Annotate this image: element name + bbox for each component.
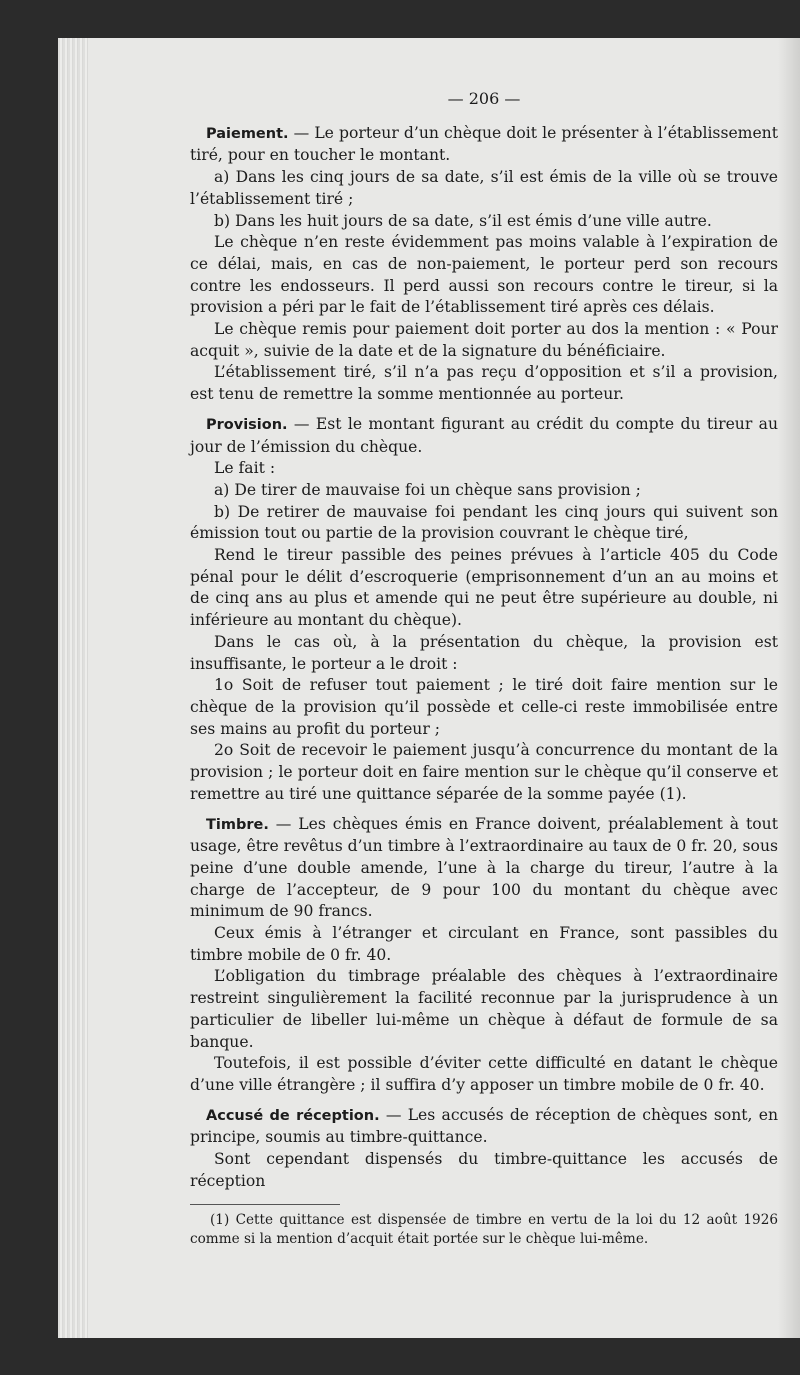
paragraph: Sont cependant dispensés du timbre-quittance les accusés de réception: [190, 1150, 778, 1190]
paragraph: a) De tirer de mauvaise foi un chèque sans provision ;: [214, 480, 641, 499]
section-lead: — Le porteur d’un chèque doit le présenter à l’établissement tiré, pour en toucher le montant.: [190, 123, 778, 165]
footnote: (1) Cette quittance est dispensée de timbre en vertu de la loi du 12 août 1926 comme si la mention d’acquit était portée sur le chèque lui-même.: [190, 1212, 778, 1248]
paragraph: Le fait :: [214, 459, 276, 478]
paragraph: b) Dans les huit jours de sa date, s’il est émis d’une ville autre.: [214, 211, 712, 230]
page-edge-stack: [58, 38, 88, 1338]
section-lead: — Les chèques émis en France doivent, préalablement à tout usage, être revêtus d’un timbre à l’extraordinaire au taux de 0 fr. 20, sous peine d’une double amende, l’une à la charge du tireur, l’autre à la charge de l’accepteur, de 9 pour 100 du montant du chèque avec minimum de 90 francs.: [190, 814, 778, 921]
paragraph: 2o Soit de recevoir le paiement jusqu’à concurrence du montant de la provision ; le porteur doit en faire mention sur le chèque qu’il conserve et remettre au tiré une quittance séparée de la somme payée (1).: [190, 741, 778, 803]
page-content: [190, 88, 778, 1249]
section-heading: Provision.: [206, 416, 288, 433]
paragraph: Toutefois, il est possible d’éviter cette difficulté en datant le chèque d’une ville étrangère ; il suffira d’y apposer un timbre mobile de 0 fr. 40.: [190, 1054, 778, 1094]
paragraph: L’établissement tiré, s’il n’a pas reçu d’opposition et s’il a provision, est tenu de remettre la somme mentionnée au porteur.: [190, 363, 778, 404]
paragraph: b) De retirer de mauvaise foi pendant les cinq jours qui suivent son émission tout ou partie de la provision couvrant le chèque tiré,: [190, 502, 778, 543]
paragraph: Rend le tireur passible des peines prévues à l’article 405 du Code pénal pour le délit d’escroquerie (emprisonnement d’un an au moins et de cinq ans au plus et amende qui ne peut être supérieure au double, ni inférieure au montant du chèque).: [190, 546, 778, 630]
footnote-rule: [190, 1204, 340, 1205]
paragraph: L’obligation du timbrage préalable des chèques à l’extraordinaire restreint singulièrement la facilité reconnue par la jurisprudence à un particulier de libeller lui-même un chèque à défaut de formule de sa banque.: [190, 967, 778, 1051]
section-lead: — Les accusés de réception de chèques sont, en principe, soumis au timbre-quittance.: [190, 1105, 778, 1147]
paragraph: a) Dans les cinq jours de sa date, s’il est émis de la ville où se trouve l’établissement tiré ;: [190, 168, 778, 208]
section-lead: — Est le montant figurant au crédit du compte du tireur au jour de l’émission du chèque.: [190, 414, 778, 456]
section-provision: [190, 414, 778, 458]
section-heading: Timbre.: [206, 816, 269, 833]
paragraph: 1o Soit de refuser tout paiement ; le tiré doit faire mention sur le chèque de la provision qu’il possède et celle-ci reste immobilisée entre ses mains au profit du porteur ;: [190, 676, 778, 738]
page-number: — 206 —: [447, 89, 521, 108]
paragraph: Dans le cas où, à la présentation du chèque, la provision est insuffisante, le porteur a le droit :: [190, 632, 778, 673]
section-accuse: [190, 1105, 778, 1149]
section-heading: Paiement.: [206, 125, 289, 142]
section-heading: Accusé de réception.: [206, 1107, 380, 1124]
paragraph: Ceux émis à l’étranger et circulant en France, sont passibles du timbre mobile de 0 fr. 40.: [190, 924, 778, 964]
section-timbre: [190, 814, 778, 924]
paragraph: Le chèque remis pour paiement doit porter au dos la mention : « Pour acquit », suivie de la date et de la signature du bénéficiaire.: [190, 320, 778, 360]
section-paiement: [190, 123, 778, 167]
page-right-edge: [778, 38, 800, 1338]
paragraph: Le chèque n’en reste évidemment pas moins valable à l’expiration de ce délai, mais, en cas de non-paiement, le porteur perd son recours contre les endosseurs. Il perd aussi son recours contre le tireur, si la provision a péri par le fait de l’établissement tiré après ces délais.: [190, 233, 778, 317]
